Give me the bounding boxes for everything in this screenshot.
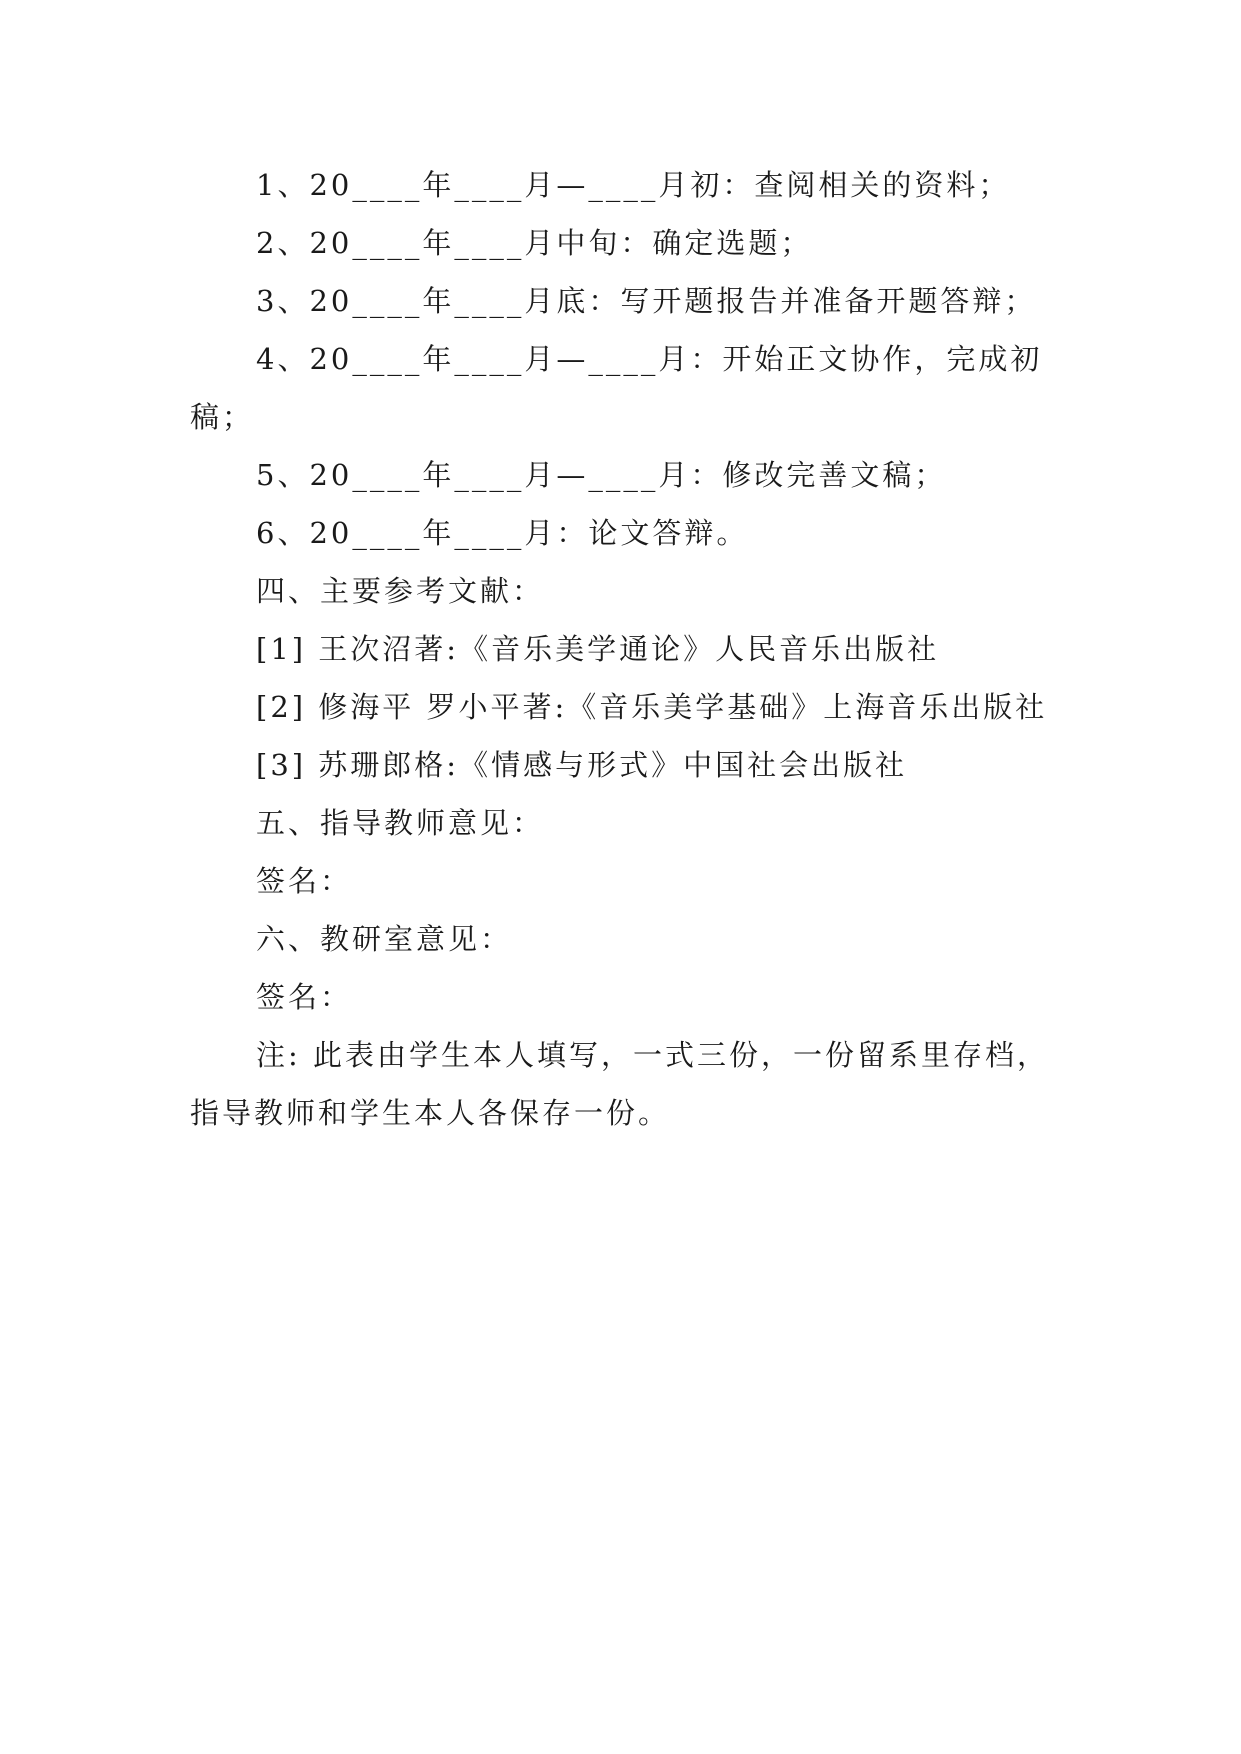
schedule-item-4: 4、20____年____月—____月：开始正文协作，完成初稿； — [190, 342, 1043, 434]
reference-item-2: [2] 修海平 罗小平著:《音乐美学基础》上海音乐出版社 — [256, 690, 1048, 724]
document-body — [190, 156, 1055, 1142]
reference-item-3: [3] 苏珊郎格:《情感与形式》中国社会出版社 — [256, 748, 908, 782]
reference-item-1: [1] 王次沼著:《音乐美学通论》人民音乐出版社 — [256, 632, 940, 666]
schedule-item-3: 3、20____年____月底：写开题报告并准备开题答辩； — [256, 284, 1037, 318]
department-signature-label: 签名： — [256, 980, 353, 1014]
form-note: 注: 此表由学生本人填写，一式三份，一份留系里存档，指导教师和学生本人各保存一份。 — [190, 1038, 1049, 1130]
advisor-signature-label: 签名： — [256, 864, 353, 898]
schedule-item-1: 1、20____年____月—____月初：查阅相关的资料； — [256, 168, 1011, 202]
schedule-item-6: 6、20____年____月：论文答辩。 — [256, 516, 749, 550]
department-opinion-heading: 六、教研室意见： — [256, 922, 513, 956]
schedule-item-5: 5、20____年____月—____月：修改完善文稿； — [256, 458, 947, 492]
references-heading: 四、主要参考文献： — [256, 574, 545, 608]
advisor-opinion-heading: 五、指导教师意见： — [256, 806, 545, 840]
schedule-item-2: 2、20____年____月中旬：确定选题； — [256, 226, 813, 260]
